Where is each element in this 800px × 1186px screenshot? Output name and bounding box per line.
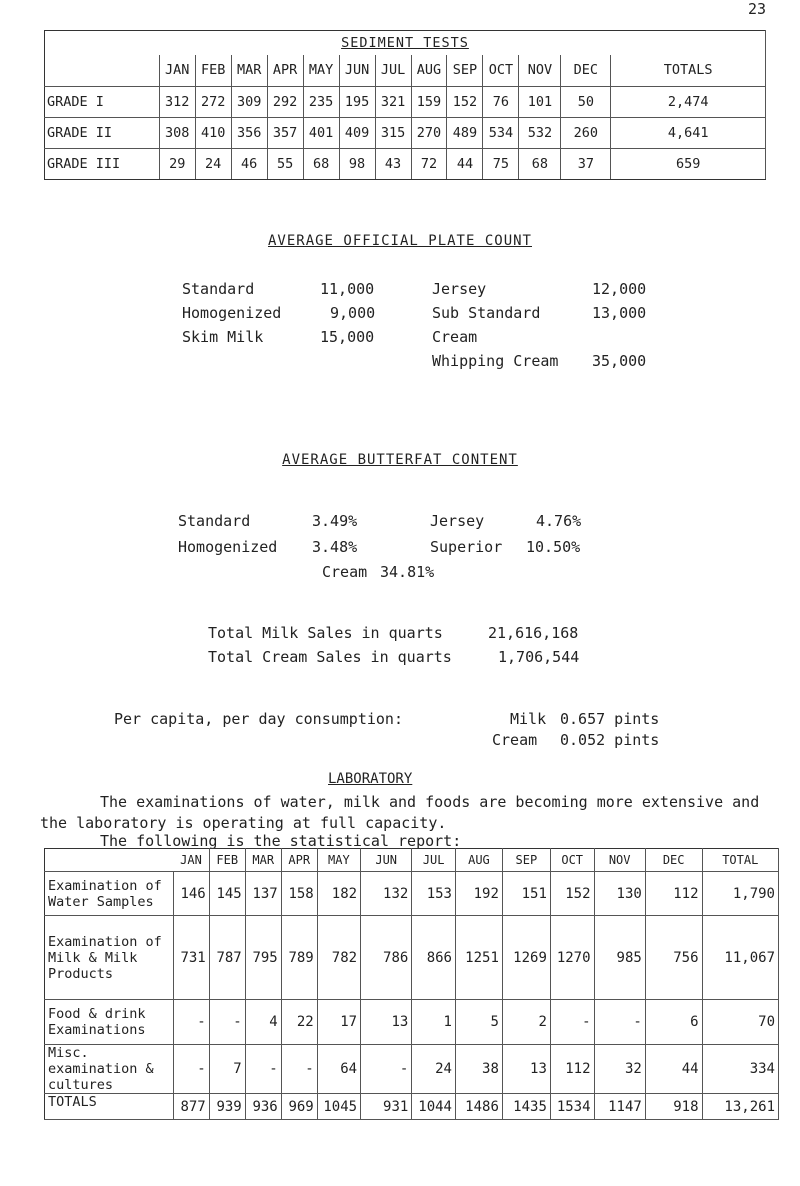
sediment-tests-table (44, 30, 766, 180)
butterfat-label: Cream (322, 563, 368, 581)
table-cell: 309 (231, 87, 267, 118)
cream-sales-label: Total Cream Sales in quarts (208, 648, 452, 666)
month-header: FEB (195, 55, 231, 87)
month-header: OCT (483, 55, 519, 87)
laboratory-table (44, 848, 779, 1120)
plate-label: Homogenized (182, 304, 282, 322)
table-cell: - (173, 1045, 209, 1094)
month-header: FEB (209, 849, 245, 872)
table-cell: 98 (339, 149, 375, 180)
table-cell: 409 (339, 118, 375, 149)
table-cell: 1534 (550, 1094, 594, 1120)
table-cell: 13 (502, 1045, 550, 1094)
table-cell: 308 (159, 118, 195, 149)
month-header: MAY (303, 55, 339, 87)
table-cell: 1045 (317, 1094, 360, 1120)
table-cell: 936 (245, 1094, 281, 1120)
month-header: JUN (339, 55, 375, 87)
table-cell: 260 (561, 118, 611, 149)
table-cell: 401 (303, 118, 339, 149)
table-cell: 50 (561, 87, 611, 118)
table-cell: 17 (317, 1000, 360, 1045)
page-number: 23 (747, 0, 766, 18)
table-cell: 1 (412, 1000, 456, 1045)
table-cell: 22 (281, 1000, 317, 1045)
table-cell: 235 (303, 87, 339, 118)
table-cell: - (550, 1000, 594, 1045)
sediment-title: SEDIMENT TESTS (45, 31, 766, 55)
table-cell: 312 (159, 87, 195, 118)
plate-value: 35,000 (592, 352, 647, 370)
table-cell: 1044 (412, 1094, 456, 1120)
plate-label: Jersey (432, 280, 487, 298)
table-cell: - (594, 1000, 645, 1045)
butterfat-label: Jersey (430, 512, 485, 530)
table-cell: 866 (412, 916, 456, 1000)
table-row (45, 872, 779, 916)
table-cell: 38 (455, 1045, 502, 1094)
month-header: JUL (375, 55, 411, 87)
total-cell: 11,067 (702, 916, 778, 1000)
table-cell: 489 (447, 118, 483, 149)
per-capita-label: Per capita, per day consumption: (114, 710, 403, 728)
month-header: JUN (361, 849, 412, 872)
laboratory-intro: The following is the statistical report: (100, 832, 462, 850)
total-cell: 334 (702, 1045, 778, 1094)
table-cell: 130 (594, 872, 645, 916)
table-cell: 44 (645, 1045, 702, 1094)
total-cell: 659 (611, 149, 766, 180)
table-cell: 145 (209, 872, 245, 916)
table-row (45, 916, 779, 1000)
table-cell: 24 (195, 149, 231, 180)
table-cell: 985 (594, 916, 645, 1000)
butterfat-value: 3.48% (312, 538, 358, 556)
plate-value: 12,000 (592, 280, 647, 298)
cream-sales-value: 1,706,544 (498, 648, 580, 666)
plate-label: Sub Standard (432, 304, 541, 322)
row-label: GRADE II (45, 118, 160, 149)
row-label: Misc. examination & cultures (45, 1045, 174, 1094)
total-cell: 13,261 (702, 1094, 778, 1120)
table-cell: 132 (361, 872, 412, 916)
table-cell: 787 (209, 916, 245, 1000)
row-label: GRADE III (45, 149, 160, 180)
table-cell: - (209, 1000, 245, 1045)
table-cell: 939 (209, 1094, 245, 1120)
laboratory-title: LABORATORY (328, 771, 413, 787)
laboratory-paragraph: The examinations of water, milk and foods are becoming more extensive and the laboratory is operating at full capacity. (40, 793, 760, 832)
butterfat-value: 4.76% (536, 512, 582, 530)
table-cell: 72 (411, 149, 447, 180)
total-header: TOTAL (702, 849, 778, 872)
table-cell: 76 (483, 87, 519, 118)
table-cell: 29 (159, 149, 195, 180)
butterfat-value: 10.50% (526, 538, 581, 556)
table-cell: 786 (361, 916, 412, 1000)
table-cell: 192 (455, 872, 502, 916)
table-cell: 112 (550, 1045, 594, 1094)
laboratory-header-row (45, 849, 779, 872)
totals-header: TOTALS (611, 55, 766, 87)
table-cell: 75 (483, 149, 519, 180)
butterfat-title: AVERAGE BUTTERFAT CONTENT (282, 452, 518, 468)
month-header: APR (281, 849, 317, 872)
table-cell: 1270 (550, 916, 594, 1000)
total-cell: 70 (702, 1000, 778, 1045)
plate-value: 13,000 (592, 304, 647, 322)
month-header: NOV (519, 55, 561, 87)
per-capita-milk-value: 0.657 pints (560, 710, 660, 728)
butterfat-label: Standard (178, 512, 251, 530)
month-header: MAR (231, 55, 267, 87)
table-cell: 146 (173, 872, 209, 916)
sediment-header-row (45, 55, 766, 87)
table-cell: 877 (173, 1094, 209, 1120)
table-cell: 918 (645, 1094, 702, 1120)
butterfat-label: Homogenized (178, 538, 278, 556)
plate-label: Standard (182, 280, 255, 298)
table-row (45, 87, 766, 118)
table-cell: 534 (483, 118, 519, 149)
table-cell: 158 (281, 872, 317, 916)
month-header: MAR (245, 849, 281, 872)
butterfat-label: Superior (430, 538, 503, 556)
table-cell: 1251 (455, 916, 502, 1000)
table-cell: 5 (455, 1000, 502, 1045)
month-header: DEC (645, 849, 702, 872)
month-header: NOV (594, 849, 645, 872)
plate-label: Cream (432, 328, 478, 346)
table-cell: 795 (245, 916, 281, 1000)
table-cell: 195 (339, 87, 375, 118)
month-header: JUL (412, 849, 456, 872)
month-header: OCT (550, 849, 594, 872)
table-cell: 270 (411, 118, 447, 149)
table-cell: - (361, 1045, 412, 1094)
month-header: AUG (455, 849, 502, 872)
table-cell: 68 (519, 149, 561, 180)
month-header: JAN (173, 849, 209, 872)
table-cell: 55 (267, 149, 303, 180)
table-cell: 64 (317, 1045, 360, 1094)
total-cell: 2,474 (611, 87, 766, 118)
plate-value: 9,000 (330, 304, 376, 322)
month-header: AUG (411, 55, 447, 87)
table-cell: 1147 (594, 1094, 645, 1120)
table-cell: 782 (317, 916, 360, 1000)
table-cell: 1435 (502, 1094, 550, 1120)
table-row (45, 1000, 779, 1045)
table-cell: 32 (594, 1045, 645, 1094)
plate-count-title: AVERAGE OFFICIAL PLATE COUNT (267, 233, 532, 249)
table-cell: 7 (209, 1045, 245, 1094)
table-cell: 357 (267, 118, 303, 149)
table-cell: 2 (502, 1000, 550, 1045)
table-cell: 24 (412, 1045, 456, 1094)
table-cell: 292 (267, 87, 303, 118)
table-cell: - (173, 1000, 209, 1045)
plate-value: 11,000 (320, 280, 375, 298)
table-cell: 756 (645, 916, 702, 1000)
table-cell: 152 (447, 87, 483, 118)
table-row (45, 1045, 779, 1094)
plate-label: Whipping Cream (432, 352, 559, 370)
table-cell: 101 (519, 87, 561, 118)
plate-value: 15,000 (320, 328, 375, 346)
month-header: MAY (317, 849, 360, 872)
row-label: GRADE I (45, 87, 160, 118)
table-cell: 43 (375, 149, 411, 180)
table-cell: 272 (195, 87, 231, 118)
milk-sales-label: Total Milk Sales in quarts (208, 624, 443, 642)
table-cell: 321 (375, 87, 411, 118)
table-cell: 159 (411, 87, 447, 118)
table-cell: 6 (645, 1000, 702, 1045)
butterfat-value: 34.81% (380, 563, 435, 581)
totals-row (45, 1094, 779, 1120)
table-cell: 789 (281, 916, 317, 1000)
table-cell: 68 (303, 149, 339, 180)
table-cell: 532 (519, 118, 561, 149)
month-header: SEP (447, 55, 483, 87)
table-cell: 137 (245, 872, 281, 916)
table-row (45, 118, 766, 149)
total-cell: 1,790 (702, 872, 778, 916)
table-cell: 931 (361, 1094, 412, 1120)
table-cell: 182 (317, 872, 360, 916)
per-capita-cream-value: 0.052 pints (560, 731, 660, 749)
table-cell: 356 (231, 118, 267, 149)
table-cell: 13 (361, 1000, 412, 1045)
table-cell: 1269 (502, 916, 550, 1000)
milk-sales-value: 21,616,168 (488, 624, 579, 642)
table-cell: - (245, 1045, 281, 1094)
month-header: DEC (561, 55, 611, 87)
table-cell: 112 (645, 872, 702, 916)
table-row (45, 149, 766, 180)
table-cell: 315 (375, 118, 411, 149)
table-cell: 1486 (455, 1094, 502, 1120)
month-header: JAN (159, 55, 195, 87)
row-label: Examination of Milk & Milk Products (45, 916, 174, 1000)
row-label: TOTALS (45, 1094, 174, 1120)
per-capita-cream-label: Cream (492, 731, 538, 749)
table-cell: - (281, 1045, 317, 1094)
table-cell: 153 (412, 872, 456, 916)
month-header: APR (267, 55, 303, 87)
table-cell: 731 (173, 916, 209, 1000)
total-cell: 4,641 (611, 118, 766, 149)
table-cell: 152 (550, 872, 594, 916)
month-header: SEP (502, 849, 550, 872)
table-cell: 410 (195, 118, 231, 149)
plate-label: Skim Milk (182, 328, 264, 346)
per-capita-milk-label: Milk (510, 710, 547, 728)
table-cell: 37 (561, 149, 611, 180)
table-cell: 44 (447, 149, 483, 180)
butterfat-value: 3.49% (312, 512, 358, 530)
table-cell: 151 (502, 872, 550, 916)
table-cell: 969 (281, 1094, 317, 1120)
table-cell: 46 (231, 149, 267, 180)
table-cell: 4 (245, 1000, 281, 1045)
row-label: Food & drink Examinations (45, 1000, 174, 1045)
row-label: Examination of Water Samples (45, 872, 174, 916)
